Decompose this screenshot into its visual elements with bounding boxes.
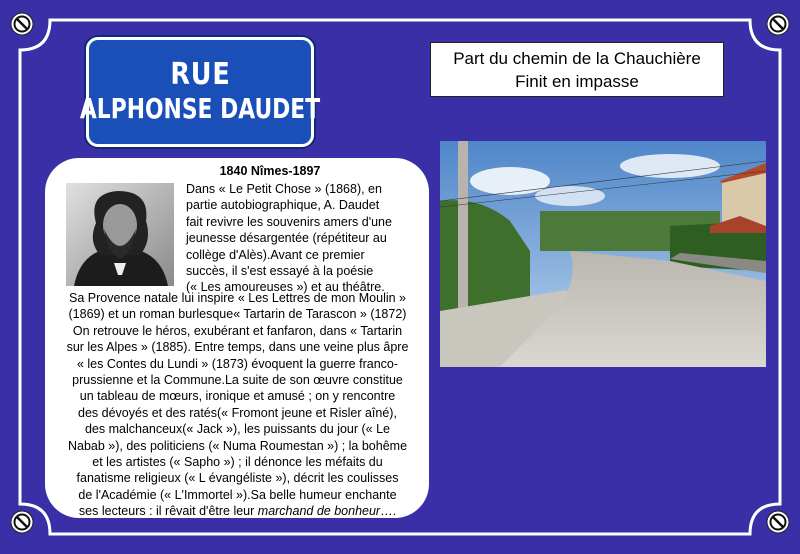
bio-line: ses lecteurs : il rêvait d'être leur: [78, 504, 258, 519]
screw-icon: [765, 11, 791, 37]
portrait-image: [66, 183, 174, 286]
bio-line: de l'Académie (« L'Immortel »).Sa belle humeur enchante: [78, 487, 397, 502]
biography-dates: 1840 Nîmes-1897: [219, 164, 321, 178]
bio-line: « les Contes du Lundi » (1873) évoquent la guerre franco-: [76, 356, 399, 371]
bio-line: prussienne et la Commune.La suite de son œuvre constitue: [72, 373, 403, 388]
bio-line: des dévoyés et des ratés(« Fromont jeune et Risler aîné),: [78, 405, 397, 420]
street-info-line1: Part du chemin de la Chauchière: [453, 49, 701, 68]
bio-line: jeunesse désargentée (répétiteur au: [186, 231, 387, 246]
screw-icon: [9, 11, 35, 37]
bio-line: (1869) et un roman burlesque« Tartarin de Tarascon » (1872): [68, 307, 407, 322]
bio-line: Sa Provence natale lui inspire « Les Lettres de mon Moulin »: [69, 291, 406, 305]
street-info-box: [430, 42, 724, 97]
street-sign-line1: RUE: [169, 57, 231, 92]
street-photo: [440, 141, 766, 367]
bio-line-last: [50, 503, 425, 519]
street-sign: [79, 37, 321, 147]
bio-line: Dans « Le Petit Chose » (1868), en: [186, 182, 382, 196]
bio-line: collège d'Alès).Avant ce premier: [186, 247, 365, 262]
street-sign-line2: ALPHONSE DAUDET: [79, 92, 321, 125]
bio-line: Nabab »), des politiciens (« Numa Roumestan ») ; la bohême: [67, 438, 408, 453]
screw-icon: [9, 509, 35, 535]
screw-icon: [765, 509, 791, 535]
bio-line: sur les Alpes » (1885). Entre temps, dans une veine plus âpre: [66, 340, 409, 355]
bio-line: fanatisme religieux (« L évangéliste »), décrit les coulisses: [76, 471, 399, 486]
bio-line: et les artistes (« Sapho ») ; il dénonce les méfaits du: [92, 455, 383, 470]
bio-closing-italic: marchand de bonheur: [257, 504, 381, 519]
bio-line: succès, il s'est essayé à la poésie: [186, 264, 374, 279]
biography-body: [50, 290, 425, 520]
bio-line: fait revivre les souvenirs amers d'une: [186, 214, 392, 229]
bio-line: un tableau de mœurs, ironique et amusé ; on y rencontre: [79, 389, 396, 404]
bio-line: (« Les amoureuses ») et au théâtre.: [186, 280, 385, 295]
bio-line: des malchanceux(« Jack »), les puissants du jour (« Le: [84, 422, 391, 437]
street-info-line2: Finit en impasse: [515, 72, 639, 91]
bio-line: On retrouve le héros, exubérant et fanfaron, dans « Tartarin: [72, 323, 403, 338]
bio-closing-end: ….: [380, 504, 397, 519]
biography-intro: [186, 181, 422, 296]
bio-line: partie autobiographique, A. Daudet: [186, 198, 380, 213]
